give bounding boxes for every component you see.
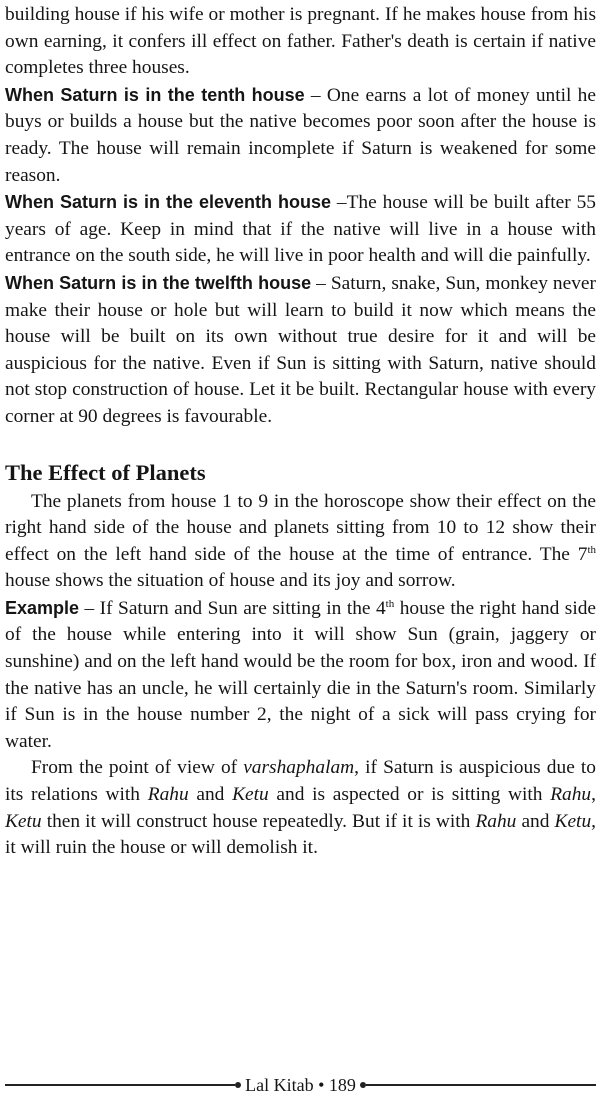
- paragraph-lead: Example: [5, 597, 80, 618]
- italic-term: varshaphalam: [243, 757, 355, 779]
- paragraph-text: and: [516, 810, 555, 832]
- ordinal-suffix: th: [587, 543, 596, 556]
- paragraph-varshaphalam: [5, 755, 596, 861]
- paragraph-example: [5, 595, 596, 756]
- paragraph-text: ,: [591, 784, 596, 806]
- ordinal-suffix: th: [385, 597, 395, 610]
- paragraph-lead: When Saturn is in the tenth house: [5, 84, 305, 105]
- paragraph-text: then it will construct house repeatedly. But if it is with: [41, 810, 476, 832]
- italic-term: Ketu: [5, 810, 42, 832]
- paragraph-lead: When Saturn is in the twelfth house: [5, 272, 312, 293]
- paragraph-text: – Saturn, snake, Sun, monkey never make their house or hole but will learn to build it now which means the house will be built on its own without true desire for it and will be auspicious for the native. Even if Sun is sitting with Saturn, native should not stop construction of house. Let it be built. Rectangular house with every corner at 90 degrees is favourable.: [5, 272, 596, 427]
- italic-term: Ketu: [554, 810, 592, 832]
- section-heading: The Effect of Planets: [5, 459, 206, 485]
- paragraph-saturn-eleventh-house: [5, 189, 596, 270]
- paragraph-text: and is aspected or is sitting with: [268, 784, 551, 806]
- paragraph-text: –The house will be built after 55 years of age. Keep in mind that if the native will live in a house with entrance on the south side, he will live in poor health and will die painfully.: [5, 192, 596, 267]
- paragraph-planet-effects: [5, 489, 596, 595]
- paragraph-text: From the point of view of: [31, 757, 244, 779]
- book-page: [5, 2, 596, 862]
- paragraph-continuation: [5, 2, 596, 82]
- italic-term: Ketu: [232, 784, 269, 806]
- paragraph-text: , if Saturn is auspicious due to its relations with: [5, 757, 596, 806]
- italic-term: Rahu: [147, 784, 189, 806]
- paragraph-lead: When Saturn is in the eleventh house: [5, 192, 332, 213]
- paragraph-saturn-twelfth-house: [5, 270, 596, 431]
- paragraph-text: and: [188, 784, 233, 806]
- paragraph-saturn-tenth-house: [5, 82, 596, 189]
- paragraph-text: house shows the situation of house and its joy and sorrow.: [5, 570, 456, 592]
- italic-term: Rahu: [550, 784, 592, 806]
- paragraph-text: building house if his wife or mother is pregnant. If he makes house from his own earning, it confers ill effect on father. Father's death is certain if native completes three houses.: [5, 4, 596, 79]
- page-footer: [5, 1073, 596, 1097]
- footer-rule-left: [5, 1084, 235, 1086]
- paragraph-text: house the right hand side of the house while entering into it will show Sun (grain, jaggery or sunshine) and on the left hand would be the room for box, iron and wood. If the native has an uncle, he will certainly die in the Saturn's room. Similarly if Sun is in the house number 2, the night of a sick will pass crying for water.: [5, 597, 597, 752]
- paragraph-text: – One earns a lot of money until he buys or builds a house but the native becomes poor soon after the house is ready. The house will remain incomplete if Saturn is weakened for some reason.: [5, 84, 596, 186]
- running-footer: Lal Kitab • 189: [245, 1074, 356, 1095]
- paragraph-text: , it will ruin the house or will demolish it.: [5, 810, 596, 859]
- paragraph-text: – If Saturn and Sun are sitting in the 4: [79, 597, 386, 619]
- footer-rule-right: [366, 1084, 596, 1086]
- paragraph-text: The planets from house 1 to 9 in the horoscope show their effect on the right hand side of the house and planets sitting from 10 to 12 show their effect on the left hand side of the house at the time of entrance. The 7: [5, 490, 596, 565]
- italic-term: Rahu: [475, 810, 517, 832]
